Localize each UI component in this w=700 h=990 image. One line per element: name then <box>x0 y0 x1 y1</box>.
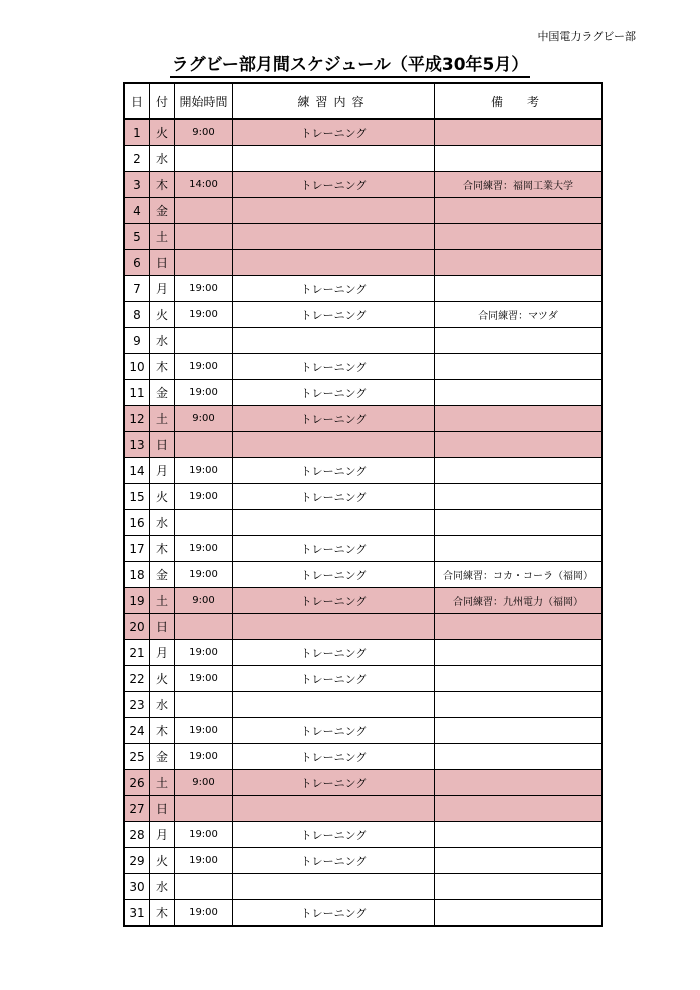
start-time-cell <box>175 510 233 536</box>
start-time-cell <box>175 328 233 354</box>
table-row <box>124 588 602 614</box>
note-cell <box>435 510 603 536</box>
start-time-cell <box>175 874 233 900</box>
day-cell: 19 <box>124 588 150 614</box>
note-cell <box>435 406 603 432</box>
day-cell: 16 <box>124 510 150 536</box>
content-cell: トレーニング <box>233 588 435 614</box>
table-row <box>124 796 602 822</box>
weekday-cell: 月 <box>150 458 175 484</box>
content-cell <box>233 328 435 354</box>
start-time-cell: 19:00 <box>175 562 233 588</box>
start-time-cell: 19:00 <box>175 302 233 328</box>
weekday-cell: 月 <box>150 640 175 666</box>
day-cell: 23 <box>124 692 150 718</box>
start-time-cell: 19:00 <box>175 666 233 692</box>
day-cell: 12 <box>124 406 150 432</box>
day-cell: 29 <box>124 848 150 874</box>
weekday-cell: 土 <box>150 406 175 432</box>
weekday-cell: 火 <box>150 484 175 510</box>
content-cell: トレーニング <box>233 354 435 380</box>
table-row <box>124 510 602 536</box>
day-cell: 25 <box>124 744 150 770</box>
weekday-cell: 水 <box>150 510 175 536</box>
weekday-cell: 水 <box>150 874 175 900</box>
content-cell <box>233 146 435 172</box>
day-cell: 2 <box>124 146 150 172</box>
content-cell: トレーニング <box>233 536 435 562</box>
start-time-cell <box>175 614 233 640</box>
header-start-time: 開始時間 <box>175 83 233 119</box>
organization-name: 中国電力ラグビー部 <box>537 30 636 43</box>
weekday-cell: 水 <box>150 692 175 718</box>
content-cell <box>233 224 435 250</box>
day-cell: 5 <box>124 224 150 250</box>
weekday-cell: 火 <box>150 119 175 146</box>
note-cell <box>435 666 603 692</box>
weekday-cell: 日 <box>150 250 175 276</box>
table-row <box>124 276 602 302</box>
start-time-cell: 19:00 <box>175 718 233 744</box>
start-time-cell <box>175 796 233 822</box>
header-weekday: 付 <box>150 83 175 119</box>
start-time-cell: 19:00 <box>175 536 233 562</box>
weekday-cell: 土 <box>150 770 175 796</box>
day-cell: 24 <box>124 718 150 744</box>
weekday-cell: 金 <box>150 562 175 588</box>
content-cell: トレーニング <box>233 406 435 432</box>
table-row <box>124 822 602 848</box>
day-cell: 14 <box>124 458 150 484</box>
weekday-cell: 木 <box>150 354 175 380</box>
table-row <box>124 640 602 666</box>
weekday-cell: 金 <box>150 744 175 770</box>
day-cell: 15 <box>124 484 150 510</box>
table-row <box>124 718 602 744</box>
content-cell: トレーニング <box>233 484 435 510</box>
header-notes: 備 考 <box>435 83 603 119</box>
note-cell <box>435 822 603 848</box>
content-cell <box>233 198 435 224</box>
note-cell <box>435 484 603 510</box>
day-cell: 7 <box>124 276 150 302</box>
note-cell <box>435 692 603 718</box>
day-cell: 8 <box>124 302 150 328</box>
start-time-cell <box>175 250 233 276</box>
content-cell <box>233 250 435 276</box>
note-cell <box>435 640 603 666</box>
start-time-cell: 19:00 <box>175 640 233 666</box>
table-row <box>124 146 602 172</box>
start-time-cell <box>175 692 233 718</box>
note-cell <box>435 146 603 172</box>
note-cell <box>435 874 603 900</box>
note-cell <box>435 276 603 302</box>
weekday-cell: 火 <box>150 666 175 692</box>
table-row <box>124 224 602 250</box>
note-cell <box>435 536 603 562</box>
note-cell <box>435 900 603 927</box>
start-time-cell: 19:00 <box>175 380 233 406</box>
content-cell <box>233 692 435 718</box>
weekday-cell: 金 <box>150 198 175 224</box>
day-cell: 28 <box>124 822 150 848</box>
day-cell: 21 <box>124 640 150 666</box>
note-cell <box>435 328 603 354</box>
day-cell: 30 <box>124 874 150 900</box>
day-cell: 17 <box>124 536 150 562</box>
day-cell: 10 <box>124 354 150 380</box>
content-cell <box>233 614 435 640</box>
start-time-cell <box>175 146 233 172</box>
note-cell <box>435 250 603 276</box>
weekday-cell: 木 <box>150 172 175 198</box>
content-cell <box>233 432 435 458</box>
content-cell <box>233 796 435 822</box>
table-row <box>124 692 602 718</box>
note-cell <box>435 744 603 770</box>
weekday-cell: 火 <box>150 848 175 874</box>
note-cell <box>435 848 603 874</box>
weekday-cell: 木 <box>150 900 175 927</box>
page-title: ラグビー部月間スケジュール（平成30年5月） <box>0 50 700 78</box>
note-cell <box>435 458 603 484</box>
table-row <box>124 614 602 640</box>
start-time-cell: 19:00 <box>175 276 233 302</box>
content-cell <box>233 510 435 536</box>
weekday-cell: 火 <box>150 302 175 328</box>
day-cell: 13 <box>124 432 150 458</box>
start-time-cell: 9:00 <box>175 588 233 614</box>
table-row <box>124 562 602 588</box>
day-cell: 3 <box>124 172 150 198</box>
table-row <box>124 250 602 276</box>
table-row <box>124 119 602 146</box>
content-cell: トレーニング <box>233 718 435 744</box>
note-cell <box>435 354 603 380</box>
table-row <box>124 458 602 484</box>
table-row <box>124 328 602 354</box>
weekday-cell: 日 <box>150 614 175 640</box>
start-time-cell <box>175 432 233 458</box>
schedule-table <box>123 82 603 927</box>
note-cell <box>435 614 603 640</box>
content-cell: トレーニング <box>233 666 435 692</box>
day-cell: 31 <box>124 900 150 927</box>
start-time-cell: 19:00 <box>175 354 233 380</box>
note-cell <box>435 770 603 796</box>
table-row <box>124 484 602 510</box>
table-row <box>124 666 602 692</box>
weekday-cell: 木 <box>150 718 175 744</box>
day-cell: 20 <box>124 614 150 640</box>
weekday-cell: 木 <box>150 536 175 562</box>
start-time-cell: 19:00 <box>175 458 233 484</box>
note-cell <box>435 198 603 224</box>
day-cell: 11 <box>124 380 150 406</box>
table-header-row <box>124 83 602 119</box>
table-row <box>124 198 602 224</box>
start-time-cell: 9:00 <box>175 119 233 146</box>
start-time-cell: 9:00 <box>175 406 233 432</box>
note-cell: 合同練習：コカ・コーラ（福岡） <box>435 562 603 588</box>
weekday-cell: 水 <box>150 328 175 354</box>
start-time-cell: 14:00 <box>175 172 233 198</box>
content-cell: トレーニング <box>233 562 435 588</box>
weekday-cell: 土 <box>150 224 175 250</box>
table-row <box>124 536 602 562</box>
content-cell: トレーニング <box>233 276 435 302</box>
day-cell: 9 <box>124 328 150 354</box>
content-cell: トレーニング <box>233 900 435 927</box>
start-time-cell: 19:00 <box>175 848 233 874</box>
content-cell: トレーニング <box>233 172 435 198</box>
table-row <box>124 900 602 927</box>
content-cell: トレーニング <box>233 458 435 484</box>
day-cell: 1 <box>124 119 150 146</box>
day-cell: 22 <box>124 666 150 692</box>
start-time-cell: 9:00 <box>175 770 233 796</box>
note-cell: 合同練習：九州電力（福岡） <box>435 588 603 614</box>
start-time-cell: 19:00 <box>175 484 233 510</box>
content-cell: トレーニング <box>233 848 435 874</box>
day-cell: 4 <box>124 198 150 224</box>
weekday-cell: 月 <box>150 822 175 848</box>
content-cell: トレーニング <box>233 744 435 770</box>
table-row <box>124 380 602 406</box>
day-cell: 18 <box>124 562 150 588</box>
table-row <box>124 874 602 900</box>
header-date: 日 <box>124 83 150 119</box>
day-cell: 26 <box>124 770 150 796</box>
content-cell: トレーニング <box>233 770 435 796</box>
start-time-cell <box>175 224 233 250</box>
weekday-cell: 金 <box>150 380 175 406</box>
content-cell: トレーニング <box>233 380 435 406</box>
content-cell: トレーニング <box>233 302 435 328</box>
note-cell: 合同練習：福岡工業大学 <box>435 172 603 198</box>
start-time-cell: 19:00 <box>175 744 233 770</box>
note-cell <box>435 718 603 744</box>
note-cell <box>435 380 603 406</box>
start-time-cell <box>175 198 233 224</box>
start-time-cell: 19:00 <box>175 822 233 848</box>
table-row <box>124 406 602 432</box>
note-cell: 合同練習：マツダ <box>435 302 603 328</box>
header-content: 練習内容 <box>233 83 435 119</box>
content-cell: トレーニング <box>233 822 435 848</box>
day-cell: 27 <box>124 796 150 822</box>
table-row <box>124 744 602 770</box>
start-time-cell: 19:00 <box>175 900 233 927</box>
table-row <box>124 848 602 874</box>
note-cell <box>435 432 603 458</box>
table-row <box>124 172 602 198</box>
note-cell <box>435 224 603 250</box>
weekday-cell: 水 <box>150 146 175 172</box>
content-cell: トレーニング <box>233 640 435 666</box>
table-row <box>124 770 602 796</box>
weekday-cell: 土 <box>150 588 175 614</box>
content-cell <box>233 874 435 900</box>
weekday-cell: 日 <box>150 796 175 822</box>
weekday-cell: 月 <box>150 276 175 302</box>
table-row <box>124 302 602 328</box>
table-row <box>124 354 602 380</box>
weekday-cell: 日 <box>150 432 175 458</box>
table-row <box>124 432 602 458</box>
content-cell: トレーニング <box>233 119 435 146</box>
day-cell: 6 <box>124 250 150 276</box>
note-cell <box>435 796 603 822</box>
note-cell <box>435 119 603 146</box>
